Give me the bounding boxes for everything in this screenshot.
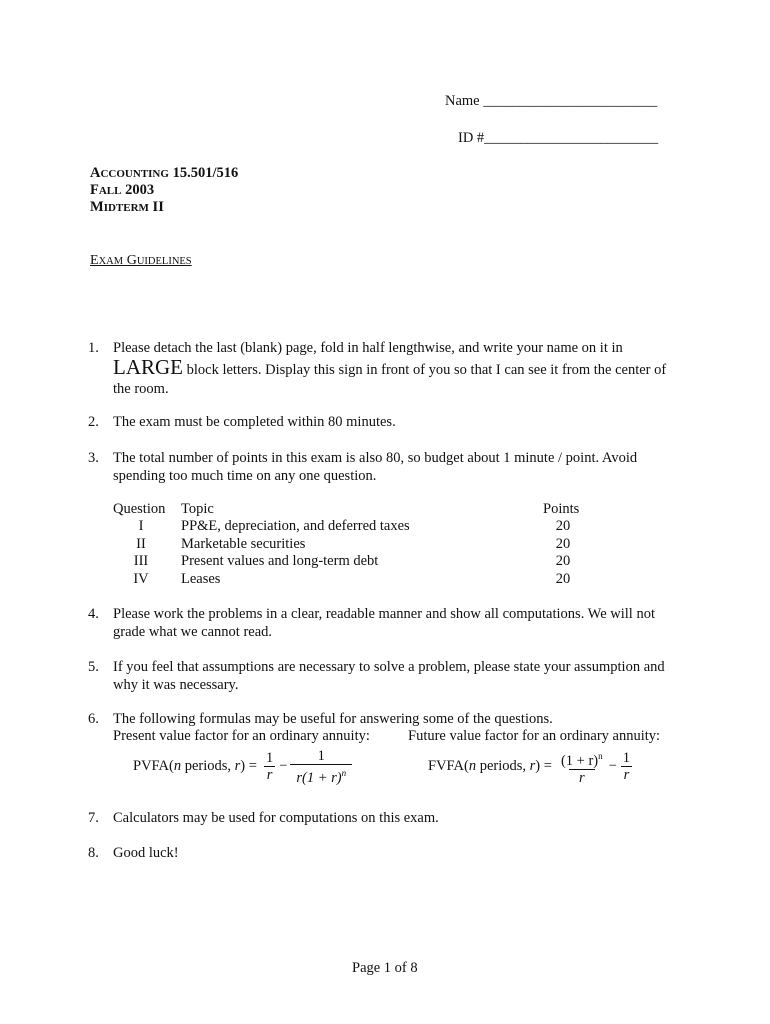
table-cell-points: 20 xyxy=(555,518,571,534)
fvfa-num1-exponent: n xyxy=(598,751,603,761)
pvfa-den2-base: r(1 + r) xyxy=(296,769,342,786)
table-cell-topic: Present values and long-term debt xyxy=(181,553,379,569)
exam-guidelines-heading xyxy=(90,252,192,269)
fvfa-formula xyxy=(428,748,633,786)
table-header-question: Question xyxy=(113,501,166,517)
pvfa-lhs-r: r xyxy=(234,758,241,775)
pvfa-lhs-n: n xyxy=(173,758,182,775)
pvfa-lhs-a: PVFA( xyxy=(133,758,174,775)
table-cell-question: III xyxy=(133,553,149,569)
item-text xyxy=(113,339,678,399)
guidelines-first1: E xyxy=(90,253,99,268)
item-number: 3. xyxy=(88,450,99,466)
table-header-points: Points xyxy=(543,501,580,517)
item-text: Please work the problems in a clear, readable manner and show all computations. We will not grade what we cannot read. xyxy=(113,606,655,640)
name-field-label: Name ________________________ xyxy=(445,93,658,109)
guidelines-rest2: UIDELINES xyxy=(136,256,192,267)
item-number: 7. xyxy=(88,810,99,826)
fvfa-lhs-a: FVFA( xyxy=(428,758,469,775)
fvfa-lhs-b: periods, xyxy=(476,758,530,775)
fvfa-numerator-2: 1 xyxy=(622,750,631,767)
fvfa-denominator-2: r xyxy=(621,766,633,783)
term-first: F xyxy=(90,182,99,198)
item-text: Good luck! xyxy=(113,845,179,861)
fv-caption: Future value factor for an ordinary annuity: xyxy=(408,728,661,744)
course-number: 15.501/516 xyxy=(172,165,239,181)
guidelines-first2: G xyxy=(126,253,137,268)
item-1-large-word: LARGE xyxy=(113,355,183,379)
fvfa-minus: − xyxy=(608,758,617,775)
pvfa-lhs-c: ) = xyxy=(240,758,257,775)
table-cell-question: IV xyxy=(133,571,149,587)
term-year: 2003 xyxy=(125,182,155,198)
pvfa-minus: − xyxy=(279,758,288,775)
fvfa-denominator-1: r xyxy=(569,769,595,786)
pvfa-lhs xyxy=(133,758,257,775)
pvfa-lhs-b: periods, xyxy=(181,758,235,775)
item-1-post: block letters. Display this sign in front of you so that I can see it from the center of the room. xyxy=(113,362,667,397)
course-title-rest: CCOUNTING xyxy=(100,168,169,180)
item-text: Calculators may be used for computations on this exam. xyxy=(113,810,439,826)
exam-title xyxy=(90,199,164,216)
item-number: 2. xyxy=(88,414,99,430)
pvfa-fraction-2 xyxy=(290,748,352,786)
pvfa-formula xyxy=(133,748,352,786)
table-cell-question: I xyxy=(138,518,144,534)
pvfa-numerator-1: 1 xyxy=(265,750,274,767)
exam-rest: IDTERM xyxy=(103,202,149,214)
table-cell-topic: PP&E, depreciation, and deferred taxes xyxy=(181,518,410,534)
exam-number: II xyxy=(152,199,164,215)
fvfa-numerator-1 xyxy=(558,748,606,769)
pvfa-denominator-1: r xyxy=(264,766,276,783)
item-text: If you feel that assumptions are necessary to solve a problem, please state your assumption and why it was necessary. xyxy=(113,659,665,693)
fvfa-lhs-c: ) = xyxy=(535,758,552,775)
fvfa-fraction-2 xyxy=(620,750,633,783)
term-title xyxy=(90,182,154,199)
fvfa-lhs-r: r xyxy=(529,758,536,775)
item-number: 1. xyxy=(88,340,99,356)
pvfa-fraction-1 xyxy=(263,750,276,783)
item-number: 6. xyxy=(88,711,99,727)
table-cell-topic: Leases xyxy=(181,571,221,587)
fvfa-lhs xyxy=(428,758,552,775)
pvfa-denominator-2 xyxy=(290,764,352,786)
pv-caption: Present value factor for an ordinary annuity: xyxy=(113,728,370,744)
item-number: 5. xyxy=(88,659,99,675)
exam-first: M xyxy=(90,199,104,215)
pvfa-den2-exponent: n xyxy=(341,768,347,778)
item-text: The total number of points in this exam is also 80, so budget about 1 minute / point. Avoid spending too much time on any one question. xyxy=(113,450,638,484)
table-header-topic: Topic xyxy=(181,501,214,517)
fvfa-num1-base: (1 + r) xyxy=(560,752,599,769)
page-number: Page 1 of 8 xyxy=(352,960,418,976)
fvfa-fraction-1 xyxy=(558,748,606,786)
table-cell-topic: Marketable securities xyxy=(181,536,306,552)
table-cell-points: 20 xyxy=(555,571,571,587)
item-number: 8. xyxy=(88,845,99,861)
table-cell-question: II xyxy=(136,536,146,552)
item-text: The exam must be completed within 80 minutes. xyxy=(113,414,396,430)
table-cell-points: 20 xyxy=(555,553,571,569)
course-title xyxy=(90,165,238,182)
course-title-first: A xyxy=(90,165,101,181)
item-number: 4. xyxy=(88,606,99,622)
fvfa-lhs-n: n xyxy=(468,758,477,775)
term-rest: ALL xyxy=(98,185,122,197)
item-text: The following formulas may be useful for answering some of the questions. xyxy=(113,711,553,727)
id-field-label: ID #________________________ xyxy=(458,130,659,146)
pvfa-numerator-2: 1 xyxy=(317,748,325,764)
table-cell-points: 20 xyxy=(555,536,571,552)
item-1-pre: Please detach the last (blank) page, fold in half lengthwise, and write your name on it in xyxy=(113,340,623,356)
guidelines-rest1: XAM xyxy=(98,256,124,267)
